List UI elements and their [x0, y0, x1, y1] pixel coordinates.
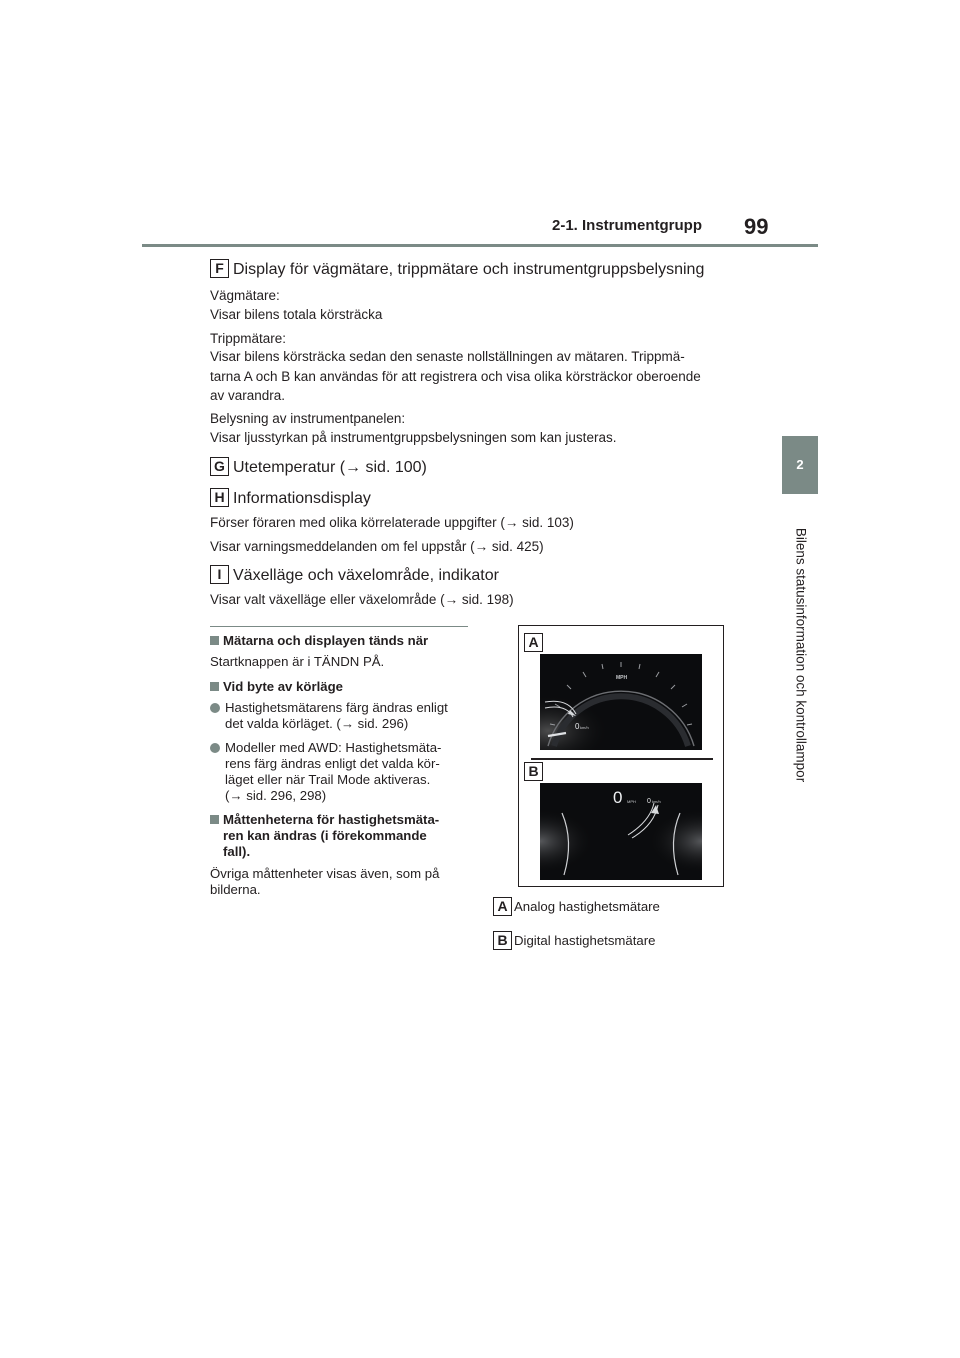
caption-analog: Analog hastighetsmätare: [514, 899, 660, 914]
note-2-b2-l1: Modeller med AWD: Hastighetsmäta-: [225, 740, 442, 755]
note-2-b1-l1: Hastighetsmätarens färg ändras enligt: [225, 700, 448, 715]
section-i-line-1: Visar valt växelläge eller växelområde (→ sid. 198): [210, 592, 514, 607]
tripmeter-title: Trippmätare:: [210, 331, 287, 346]
figure-separator: [531, 758, 713, 760]
figure-label-b: B: [524, 762, 543, 781]
round-bullet-icon: [210, 743, 220, 753]
header-rule: [142, 244, 818, 247]
note-2-bullet-2: [210, 740, 470, 806]
odometer-title: Vägmätare:: [210, 288, 280, 303]
analog-unit-label: MPH: [616, 675, 628, 681]
label-box-i: I: [210, 565, 229, 584]
note-3-title-l2: ren kan ändras (i förekommande: [223, 828, 427, 843]
note-3-text-l2: bilderna.: [210, 882, 261, 897]
digital-kmh-label: km/h: [652, 799, 661, 804]
note-3-title: [210, 812, 472, 860]
digital-mph-label: MPH: [627, 799, 636, 804]
note-2-b2-l2: rens färg ändras enligt det valda kör-: [225, 756, 440, 771]
square-bullet-icon: [210, 636, 219, 645]
note-1-title: [210, 633, 428, 649]
page-number: 99: [744, 214, 769, 239]
section-h-line-1: Förser föraren med olika körrelaterade uppgifter (→ sid. 103): [210, 515, 574, 530]
note-3-title-l3: fall).: [223, 844, 251, 859]
section-header: 2-1. Instrumentgrupp: [552, 217, 703, 234]
note-2-title-text: Vid byte av körläge: [223, 679, 343, 694]
note-2-b2-l4: (→ sid. 296, 298): [225, 788, 327, 803]
section-f-title: Display för vägmätare, trippmätare och instrumentgruppsbelysning: [233, 261, 705, 278]
tripmeter-text-1: Visar bilens körsträcka sedan den senaste nollställningen av mätaren. Trippmä-: [210, 349, 685, 364]
note-2-title: [210, 679, 343, 695]
note-3-title-l1: Måttenheterna för hastighetsmäta-: [223, 812, 440, 827]
note-3-text-l1: Övriga måttenheter visas även, som på: [210, 866, 440, 881]
analog-kmh-label: km/h: [580, 725, 589, 730]
lighting-title: Belysning av instrumentpanelen:: [210, 411, 406, 426]
section-h-title: Informationsdisplay: [233, 490, 371, 507]
square-bullet-icon: [210, 682, 219, 691]
note-2-b1-l2: det valda körläget. (→ sid. 296): [225, 716, 409, 731]
label-box-f: F: [210, 259, 229, 278]
note-1-title-text: Mätarna och displayen tänds när: [223, 633, 429, 648]
odometer-text: Visar bilens totala körsträcka: [210, 307, 383, 322]
section-i-title: Växelläge och växelområde, indikator: [233, 567, 499, 584]
notes-divider: [210, 626, 468, 627]
analog-speedometer-image: [540, 654, 702, 750]
label-box-g: G: [210, 457, 229, 476]
label-box-h: H: [210, 488, 229, 507]
tripmeter-text-3: av varandra.: [210, 388, 286, 403]
section-h-line-2: Visar varningsmeddelanden om fel uppstår (→ sid. 425): [210, 539, 544, 554]
digital-speedometer-image: [540, 783, 702, 880]
tripmeter-text-2: tarna A och B kan användas för att registrera och visa olika körsträckor oberoende: [210, 369, 701, 384]
analog-reading: 0: [575, 722, 580, 731]
square-bullet-icon: [210, 815, 219, 824]
digital-gauge-graphic: [540, 783, 702, 880]
lighting-text: Visar ljusstyrkan på instrumentgruppsbelysningen som kan justeras.: [210, 430, 617, 445]
round-bullet-icon: [210, 703, 220, 713]
analog-gauge-graphic: [540, 654, 702, 750]
section-g-title: Utetemperatur (→ sid. 100): [233, 459, 427, 476]
chapter-side-title: [788, 505, 814, 805]
figure-label-a: A: [524, 633, 543, 652]
caption-digital: Digital hastighetsmätare: [514, 933, 656, 948]
chapter-title-text: Bilens statusinformation och kontrollampor: [793, 527, 809, 783]
note-2-b2-l3: läget eller när Trail Mode aktiveras.: [225, 772, 431, 787]
note-2-bullet-1: [210, 700, 470, 734]
digital-kmh-reading: 0: [647, 798, 651, 805]
digital-reading: 0: [613, 788, 623, 807]
chapter-tab: 2: [782, 436, 818, 494]
note-1-text: Startknappen är i TÄNDN PÅ.: [210, 654, 385, 669]
caption-label-b: B: [493, 931, 512, 950]
caption-label-a: A: [493, 897, 512, 916]
